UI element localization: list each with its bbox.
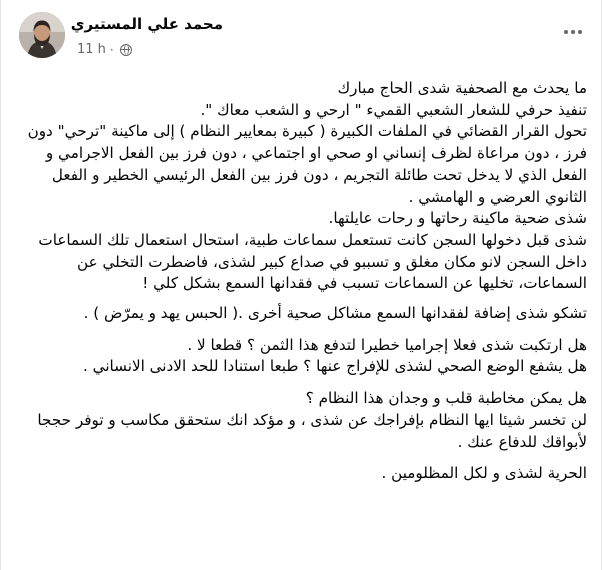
post-line: تحول القرار القضائي في الملفات الكبيرة ( كبيرة بمعايير النظام ) إلى ماكينة "ترحي" دون فرز ، دون مراعاة لظرف إنساني او صحي او اجتماعي ، دون فرز بين الفعل الاجرامي و الفعل الذي لا يدخل تحت طائلة التجريم ، دون فرز بين الفعل الرئيسي الخطير و الفعل الثانوي العرضي و الهامشي . bbox=[27, 122, 587, 206]
more-dot bbox=[571, 30, 575, 34]
post-text bbox=[15, 78, 587, 485]
post-line: هل ارتكبت شذى فعلا إجراميا خطيرا لتدفع هذا الثمن ؟ قطعا لا . bbox=[187, 335, 587, 354]
globe-icon[interactable] bbox=[120, 44, 132, 56]
post-line: تشكو شذى إضافة لفقدانها السمع مشاكل صحية أخرى .( الحبس يهد و يمرّض ) . bbox=[83, 304, 587, 323]
post-line: لن تخسر شيئا ايها النظام بإفراجك عن شذى ، و مؤكد انك ستحقق مكاسب و توفر حججا لأبواقك للدفاع عنك . bbox=[37, 410, 587, 451]
post-line: هل يشفع الوضع الصحي لشذى للإفراج عنها ؟ طبعا استنادا للحد الادنى الانساني . bbox=[83, 357, 587, 376]
avatar[interactable] bbox=[19, 12, 65, 58]
more-dot bbox=[564, 30, 568, 34]
author-name[interactable]: محمد علي المستيري bbox=[70, 15, 223, 33]
paragraph-gap bbox=[15, 295, 587, 303]
meta-separator: · bbox=[109, 42, 114, 57]
post-line: ما يحدث مع الصحفية شدى الحاج مبارك bbox=[337, 79, 587, 97]
post-time[interactable]: 11 h bbox=[77, 42, 106, 57]
post-line: شذى قبل دخولها السجن كانت تستعمل سماعات طبية، استحال استعمال تلك السماعات داخل السجن لانو مكان مغلق و تسببو في صداع كبير لشذى، فاضطرت التخلي عن السماعات، تخليها عن السماعات تسبب في فقدانها السمع بشكل كلي ! bbox=[38, 230, 587, 293]
avatar-image bbox=[19, 12, 65, 58]
more-options-icon[interactable] bbox=[559, 22, 587, 42]
post-line: هل يمكن مخاطبة قلب و وجدان هذا النظام ؟ bbox=[305, 389, 587, 408]
post-header bbox=[1, 0, 601, 70]
more-dot bbox=[578, 30, 582, 34]
paragraph-gap bbox=[15, 378, 587, 388]
post-line: الحرية لشذى و لكل المظلومين . bbox=[381, 464, 587, 483]
post-line: تنفيذ حرفي للشعار الشعبي القميء " ارحي و الشعب معاك ". bbox=[200, 100, 587, 119]
post-meta bbox=[77, 42, 132, 57]
paragraph-gap bbox=[15, 453, 587, 463]
paragraph-gap bbox=[15, 325, 587, 335]
post-line: شذى ضحية ماكينة رحاتها و رحات عايلتها. bbox=[328, 209, 587, 228]
